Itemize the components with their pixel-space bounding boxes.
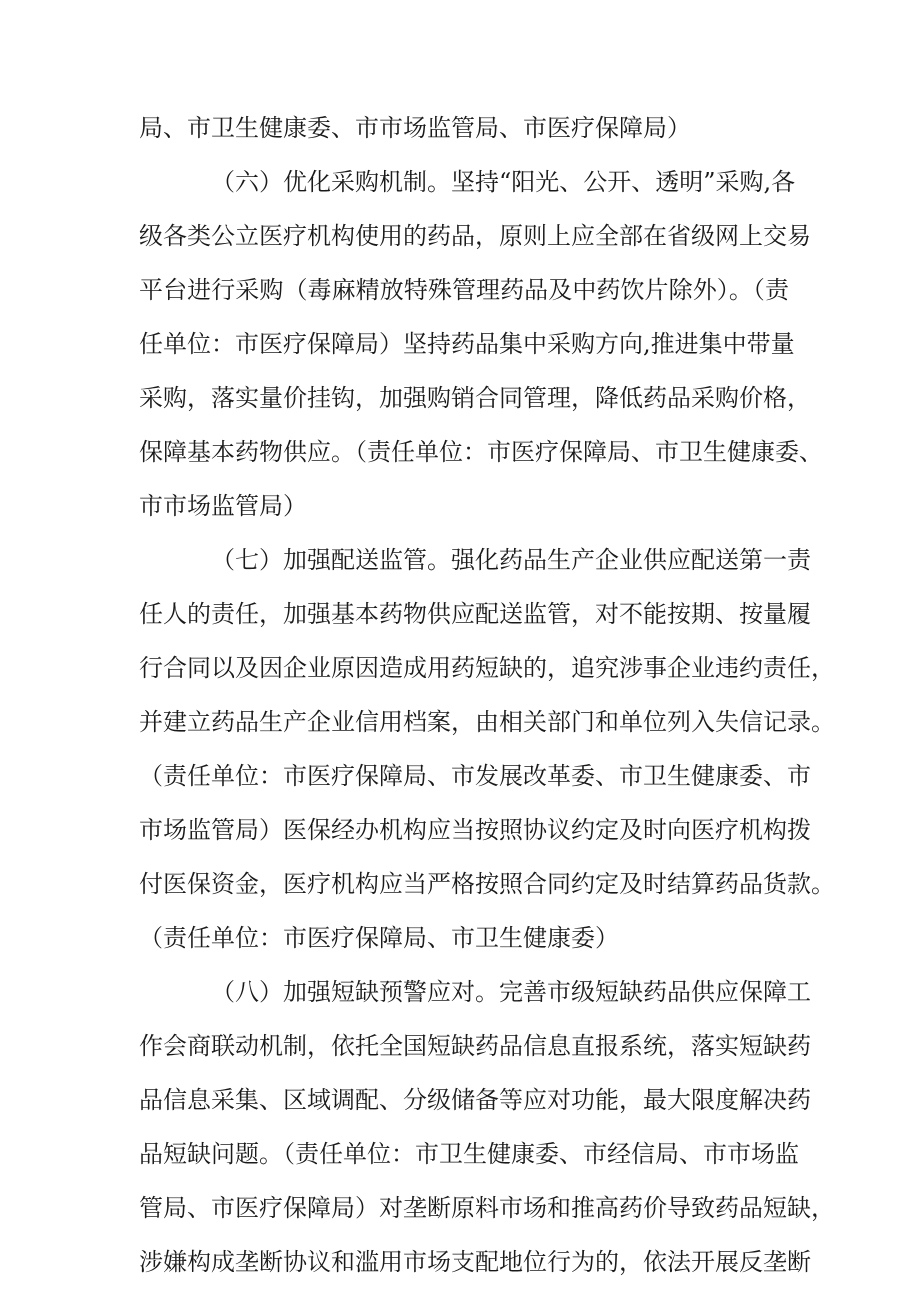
text-line: 市场监管局）医保经办机构应当按照协议约定及时向医疗机构拨 [139,816,811,844]
text-line: 局、市卫生健康委、市市场监管局、市医疗保障局） [139,114,691,142]
text-line: 任人的责任，加强基本药物供应配送监管，对不能按期、按量履 [139,600,811,628]
text-line: 级各类公立医疗机构使用的药品，原则上应全部在省级网上交易 [139,222,811,250]
text-line: 并建立药品生产企业信用档案，由相关部门和单位列入失信记录。 [139,708,835,736]
text-line: 管局、市医疗保障局）对垄断原料市场和推高药价导致药品短缺， [139,1194,835,1222]
text-line: 涉嫌构成垄断协议和滥用市场支配地位行为的，依法开展反垄断 [139,1248,811,1276]
text-line: 任单位：市医疗保障局）坚持药品集中采购方向,推进集中带量 [139,330,795,358]
section-heading-line: （六）优化采购机制。坚持“阳光、公开、透明”采购,各 [211,168,796,196]
text-line: 付医保资金，医疗机构应当严格按照合同约定及时结算药品货款。 [139,870,835,898]
text-line: （责任单位：市医疗保障局、市卫生健康委） [139,924,619,952]
text-line: 品短缺问题。（责任单位：市卫生健康委、市经信局、市市场监 [139,1140,799,1168]
text-line: 作会商联动机制，依托全国短缺药品信息直报系统，落实短缺药 [139,1032,811,1060]
text-line: 品信息采集、区域调配、分级储备等应对功能，最大限度解决药 [139,1086,811,1114]
text-line: 行合同以及因企业原因造成用药短缺的，追究涉事企业违约责任， [139,654,835,682]
text-line: 采购，落实量价挂钩，加强购销合同管理，降低药品采购价格， [139,384,811,412]
text-line: （责任单位：市医疗保障局、市发展改革委、市卫生健康委、市 [139,762,811,790]
section-heading-line: （七）加强配送监管。强化药品生产企业供应配送第一责 [211,546,811,574]
text-line: 保障基本药物供应。（责任单位：市医疗保障局、市卫生健康委、 [139,438,823,466]
text-line: 市市场监管局） [139,492,307,520]
text-line: 平台进行采购（毒麻精放特殊管理药品及中药饮片除外）。（责 [139,276,789,304]
section-heading-line: （八）加强短缺预警应对。完善市级短缺药品供应保障工 [211,978,811,1006]
